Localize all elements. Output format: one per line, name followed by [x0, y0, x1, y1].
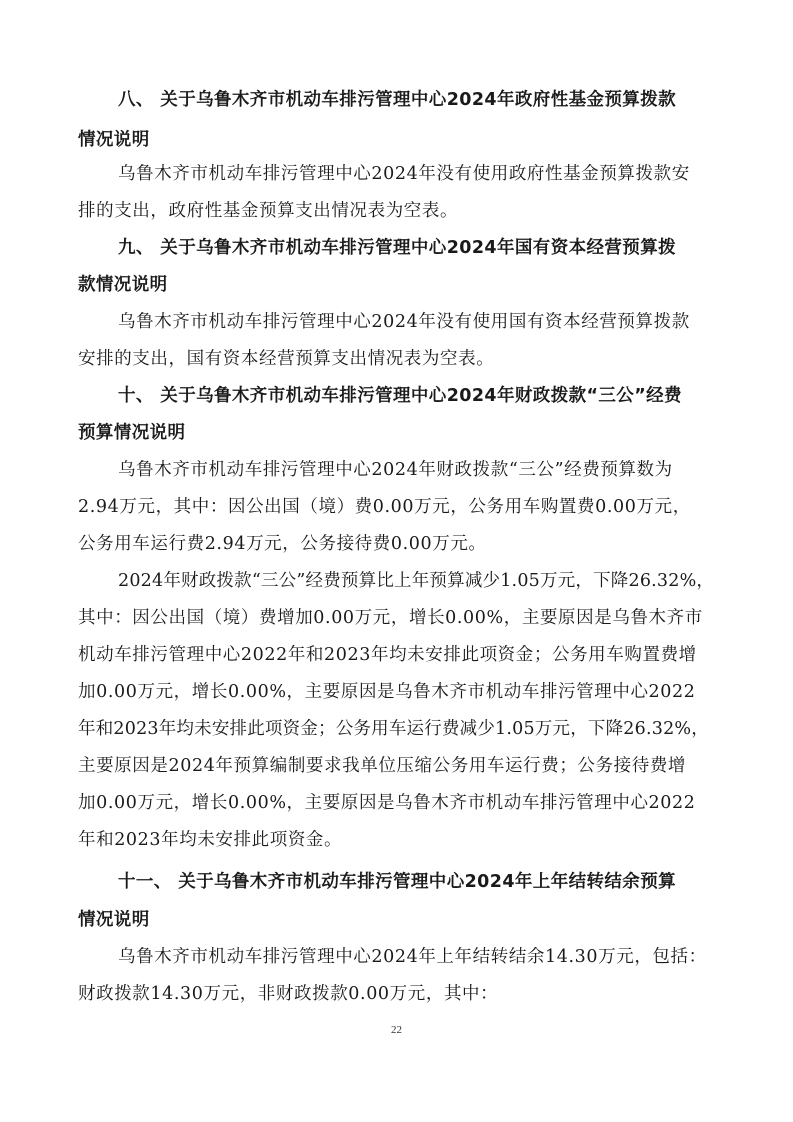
page-number: 22 [391, 1024, 402, 1036]
section-9-heading-line-2: 款情况说明 [78, 275, 168, 295]
section-11-heading-line-2: 情况说明 [78, 910, 150, 930]
section-10-heading-line-2: 预算情况说明 [78, 423, 186, 443]
section-10-body-line-11: 年和2023年均未安排此项资金。 [78, 830, 343, 850]
section-10-body-line-1: 乌鲁木齐市机动车排污管理中心2024年财政拨款“三公”经费预算数为 [118, 460, 673, 480]
section-9-body-line-1: 乌鲁木齐市机动车排污管理中心2024年没有使用国有资本经营预算拨款 [118, 312, 690, 332]
section-10-heading-line-1: 十、 关于乌鲁木齐市机动车排污管理中心2024年财政拨款“三公”经费 [118, 386, 682, 406]
section-8-heading-line-1: 八、 关于乌鲁木齐市机动车排污管理中心2024年政府性基金预算拨款 [118, 90, 676, 110]
section-8-body-line-2: 排的支出，政府性基金预算支出情况表为空表。 [78, 201, 459, 221]
section-10-body-line-2: 2.94万元，其中：因公出国（境）费0.00万元，公务用车购置费0.00万元， [78, 497, 691, 517]
section-9-heading-line-1: 九、 关于乌鲁木齐市机动车排污管理中心2024年国有资本经营预算拨 [118, 238, 676, 258]
section-8-body-line-1: 乌鲁木齐市机动车排污管理中心2024年没有使用政府性基金预算拨款安 [118, 164, 690, 184]
section-10-body-line-3: 公务用车运行费2.94万元，公务接待费0.00万元。 [78, 534, 487, 554]
section-9-body-line-2: 安排的支出，国有资本经营预算支出情况表为空表。 [78, 349, 495, 369]
section-10-body-line-9: 主要原因是2024年预算编制要求我单位压缩公务用车运行费；公务接待费增 [78, 756, 687, 776]
section-10-body-line-4: 2024年财政拨款“三公”经费预算比上年预算减少1.05万元，下降26.32%， [118, 571, 715, 591]
section-10-body-line-6: 机动车排污管理中心2022年和2023年均未安排此项资金；公务用车购置费增 [78, 645, 697, 665]
section-10-body-line-7: 加0.00万元，增长0.00%，主要原因是乌鲁木齐市机动车排污管理中心2022 [78, 682, 696, 702]
section-11-body-line-1: 乌鲁木齐市机动车排污管理中心2024年上年结转结余14.30万元，包括： [118, 947, 707, 967]
section-10-body-line-10: 加0.00万元，增长0.00%，主要原因是乌鲁木齐市机动车排污管理中心2022 [78, 793, 696, 813]
section-10-body-line-8: 年和2023年均未安排此项资金；公务用车运行费减少1.05万元，下降26.32%， [78, 719, 709, 739]
section-8-heading-line-2: 情况说明 [78, 130, 150, 150]
section-11-body-line-2: 财政拨款14.30万元，非财政拨款0.00万元，其中： [78, 984, 499, 1004]
section-10-body-line-5: 其中：因公出国（境）费增加0.00万元，增长0.00%，主要原因是乌鲁木齐市 [78, 608, 703, 628]
section-11-heading-line-1: 十一、 关于乌鲁木齐市机动车排污管理中心2024年上年结转结余预算 [118, 872, 676, 892]
